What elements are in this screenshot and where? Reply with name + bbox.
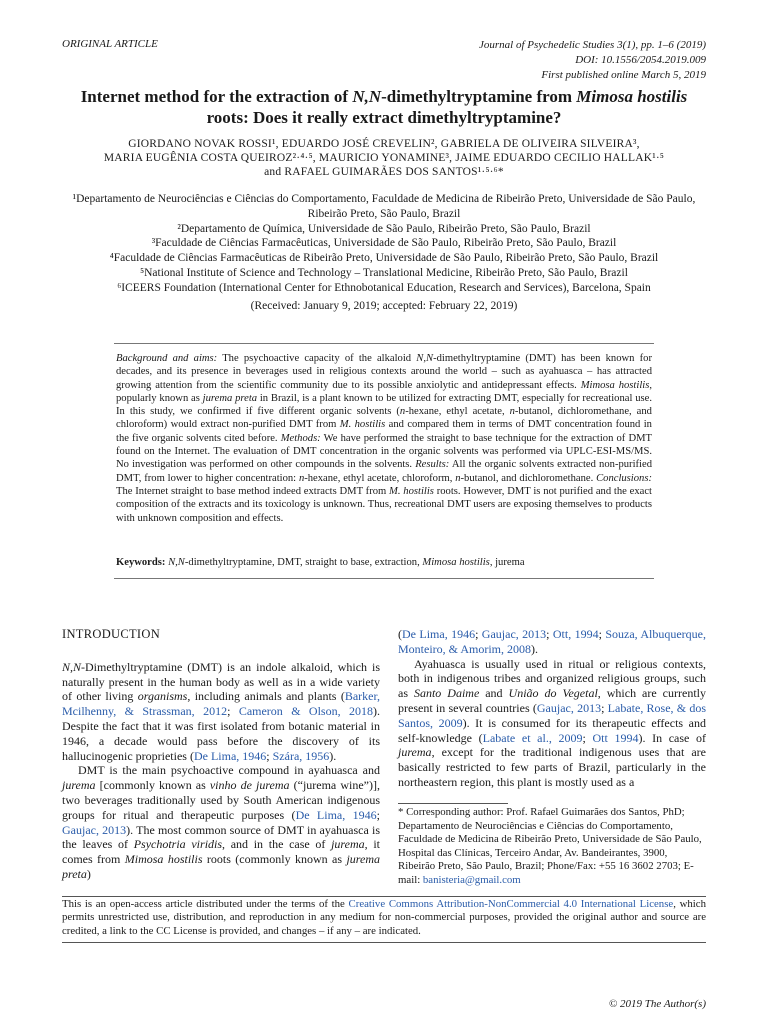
license-top-rule xyxy=(62,896,706,897)
citation-link[interactable]: De Lima, 1946 xyxy=(193,748,267,763)
citation-link[interactable]: Gaujac, 2013 xyxy=(481,627,547,641)
affiliation-list xyxy=(62,192,706,296)
citation-link[interactable]: Szára, 1956 xyxy=(272,748,330,763)
article-title: Internet method for the extraction of N,N-dimethyltryptamine from Mimosa hostilis roots: Does it really extract dimethyltryptamine? xyxy=(80,87,688,127)
citation-link[interactable]: Ott 1994 xyxy=(592,730,639,745)
publish-date: First published online March 5, 2019 xyxy=(541,69,706,81)
license-bottom-rule xyxy=(62,942,706,943)
author-line: and RAFAEL GUIMARÃES DOS SANTOS¹·⁵·⁶* xyxy=(264,166,504,178)
license-link[interactable]: Creative Commons Attribution-NonCommercial 4.0 International License xyxy=(348,898,674,910)
author-list xyxy=(62,137,706,179)
section-heading: INTRODUCTION xyxy=(62,627,161,641)
affiliation: ⁴Faculdade de Ciências Farmacêuticas de Ribeirão Preto, Universidade de São Paulo, Ribeirão Preto, São Paulo, Brazil xyxy=(109,252,659,265)
paragraph: DMT is the main psychoactive compound in ayahuasca and jurema [commonly known as vinho de jurema (“jurema wine”)], two beverages traditionally used by South American indigenous groups for ritual and therapeutic purposes (De Lima, 1946; Gaujac, 2013). The most common source of DMT in ayahuasca is the leaves of Psychotria viridis, and in the case of jurema, it comes from Mimosa hostilis roots (commonly known as jurema preta) xyxy=(62,763,381,881)
abstract-top-rule xyxy=(114,343,654,344)
journal-citation: Journal of Psychedelic Studies 3(1), pp. 1–6 (2019) xyxy=(479,39,706,51)
citation-link[interactable]: Cameron & Olson, 2018 xyxy=(238,704,373,719)
citation-link[interactable]: Labate et al., 2009 xyxy=(482,730,583,745)
journal-header xyxy=(479,38,706,83)
citation-link[interactable]: Labate, Rose, & dos Santos, 2009 xyxy=(398,700,707,730)
citation-link[interactable]: Ott, 1994 xyxy=(552,627,599,641)
footnote-rule xyxy=(398,803,508,804)
citation-link[interactable]: Gaujac, 2013 xyxy=(62,822,127,837)
affiliation: ³Faculdade de Ciências Farmacêuticas, Universidade de São Paulo, Ribeirão Preto, São Paulo, Brazil xyxy=(151,237,617,250)
affiliation: ²Departamento de Química, Universidade de São Paulo, Ribeirão Preto, São Paulo, Brazil xyxy=(177,222,591,235)
abstract: Background and aims: The psychoactive capacity of the alkaloid N,N-dimethyltryptamine (DMT) has been known for decades, and its presence in beverages used in religious contexts around the world – such as ayahuasca – has attracted growing attention from the scientific community due to its possible anxiolytic and antidepressant effects. Mimosa hostilis, popularly known as jurema preta in Brazil, is a plant known to be utilized for extracting DMT, especially for recreational use. In this study, we confirmed if five different organic solvents (n-hexane, ethyl acetate, n-butanol, dichloromethane, and chloroform) would extract non-purified DMT from M. hostilis and compared them in terms of DMT concentration found in the five organic solvents cited before. Methods: We have performed the straight to base technique for the extraction of DMT found on the Internet. The evaluation of DMT concentration in the organic solvents was performed via UPLC-ESI-MS/MS. No investigation was performed on other compounds in the solvents. Results: All the organic solvents extracted non-purified DMT, from lower to higher concentration: n-hexane, ethyl acetate, chloroform, n-butanol, and dichloromethane. Conclusions: The Internet straight to base method indeed extracts DMT from M. hostilis roots. However, DMT is not purified and the exact composition of the extracts and its toxicology is unknown. Thus, recreational DMT users are exposing themselves to products with unknown composition and effects. xyxy=(116,353,653,524)
citation-link[interactable]: De Lima, 1946 xyxy=(402,627,476,641)
author-line: GIORDANO NOVAK ROSSI¹, EDUARDO JOSÉ CREVELIN², GABRIELA DE OLIVEIRA SILVEIRA³, xyxy=(128,138,640,150)
paragraph: Ayahuasca is usually used in ritual or religious contexts, both in indigenous tribes and organized religious groups, such as Santo Daime and União do Vegetal, which are currently present in several countries (Gaujac, 2013; Labate, Rose, & dos Santos, 2009). It is consumed for its therapeutic effects and self-knowledge (Labate et al., 2009; Ott 1994). In case of jurema, except for the traditional indigenous uses that are basically restricted to few parts of Brazil, particularly in the northeastern region, this plant is mostly used as a xyxy=(398,656,707,789)
citation-link[interactable]: Barker, Mcilhenny, & Strassman, 2012 xyxy=(62,689,380,719)
email-link[interactable]: banisteria@gmail.com xyxy=(422,873,521,886)
article-type: ORIGINAL ARTICLE xyxy=(62,38,158,50)
affiliation: ⁵National Institute of Science and Technology – Translational Medicine, Ribeirão Preto, São Paulo, Brazil xyxy=(140,266,628,279)
citation-link[interactable]: Gaujac, 2013 xyxy=(536,700,602,715)
abstract-bottom-rule xyxy=(114,578,654,579)
license-notice: This is an open-access article distributed under the terms of the Creative Commons Attribution-NonCommercial 4.0 International License, which permits unrestricted use, distribution, and reproduction in any medium for non-commercial purposes, provided the original author and source are credited, a link to the CC License is provided, and changes – if any – are indicated. xyxy=(62,898,706,937)
left-column xyxy=(62,627,380,882)
affiliation: ⁶ICEERS Foundation (International Center for Ethnobotanical Education, Research and Services), Barcelona, Spain xyxy=(117,281,651,294)
citation-link[interactable]: De Lima, 1946 xyxy=(295,807,377,822)
copyright: © 2019 The Author(s) xyxy=(608,998,706,1010)
doi: DOI: 10.1556/2054.2019.009 xyxy=(575,54,706,66)
keywords: Keywords: N,N-dimethyltryptamine, DMT, straight to base, extraction, Mimosa hostilis, jurema xyxy=(116,557,525,568)
received-dates: (Received: January 9, 2019; accepted: February 22, 2019) xyxy=(250,300,518,312)
citation-link[interactable]: Souza, Albuquerque, Monteiro, & Amorim, 2008 xyxy=(398,627,706,656)
corresponding-author-footnote: * Corresponding author: Prof. Rafael Guimarães dos Santos, PhD; Departamento de Neurociências e Ciências do Comportamento, Faculdade de Medicina de Ribeirão Preto, Universidade de São Paulo, Hospital das Clínicas, Terceiro Andar, Av. Bandeirantes, 3900, Ribeirão Preto, São Paulo, Brazil; Phone/Fax: +55 16 3602 2703; E-mail: banisteria@gmail.com xyxy=(398,806,702,886)
paragraph: N,N-Dimethyltryptamine (DMT) is an indole alkaloid, which is naturally present in the human body as well as in a wide variety of other living organisms, including animals and plants (Barker, Mcilhenny, & Strassman, 2012; Cameron & Olson, 2018). Despite the fact that it was first isolated from botanic material in 1946, a decade would pass before the discovery of its hallucinogenic proprieties (De Lima, 1946; Szára, 1956). xyxy=(62,659,380,763)
paragraph: (De Lima, 1946; Gaujac, 2013; Ott, 1994; Souza, Albuquerque, Monteiro, & Amorim, 2008). xyxy=(398,627,706,656)
author-line: MARIA EUGÊNIA COSTA QUEIROZ²·⁴·⁵, MAURICIO YONAMINE³, JAIME EDUARDO CECILIO HALLAK¹·⁵ xyxy=(103,152,665,164)
affiliation: ¹Departamento de Neurociências e Ciências do Comportamento, Faculdade de Medicina de Ribeirão Preto, Universidade de São Paulo, Ribeirão Preto, São Paulo, Brazil xyxy=(72,193,696,220)
right-column xyxy=(398,627,706,790)
